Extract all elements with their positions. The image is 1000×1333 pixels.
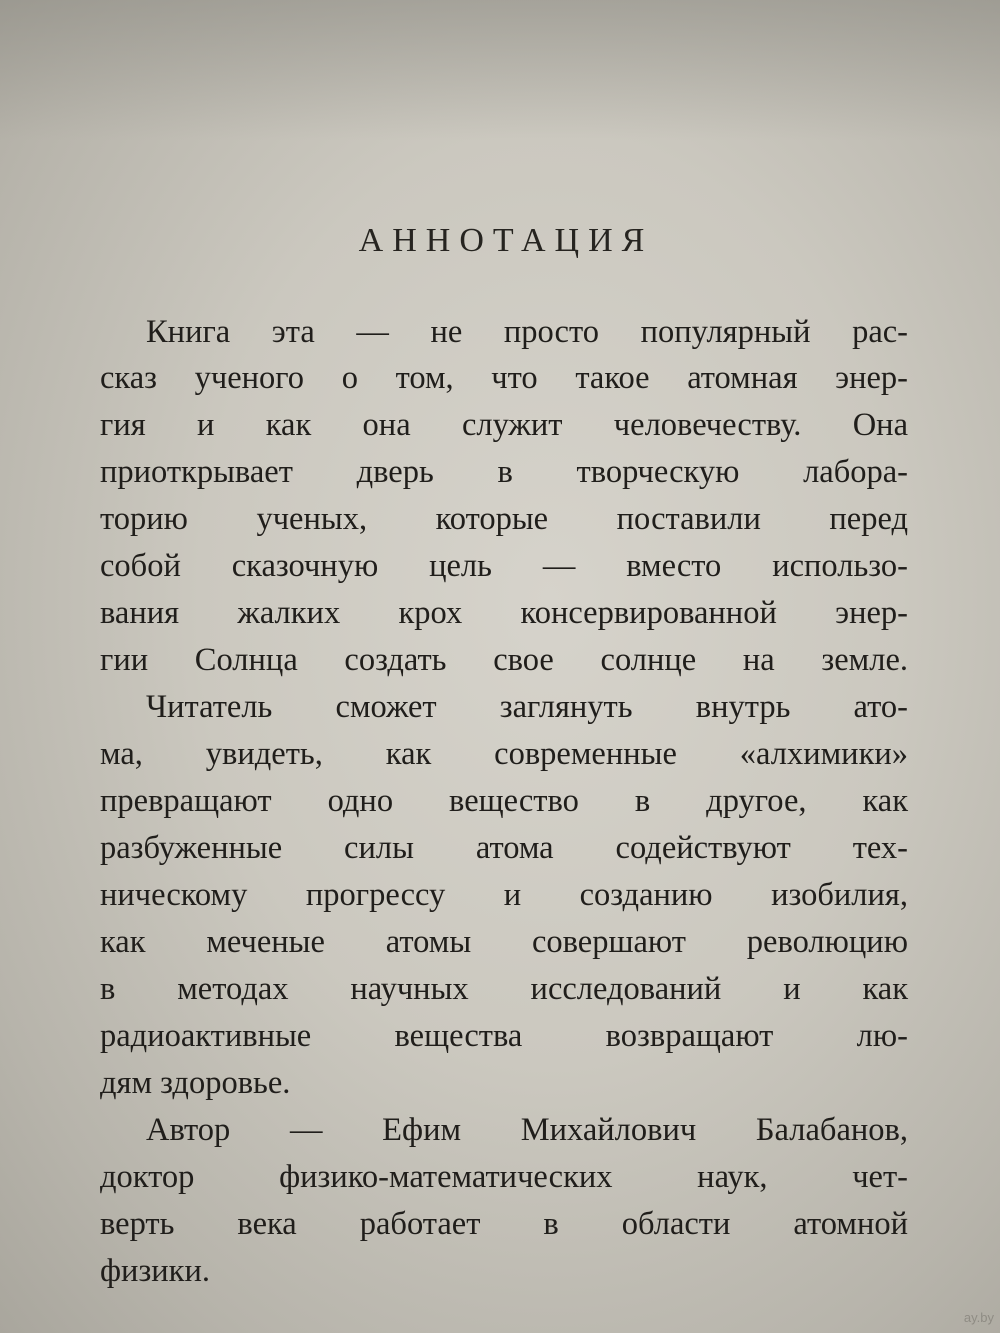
text-line: Читатель сможет заглянуть внутрь ато-: [146, 689, 908, 725]
text-line: физики.: [100, 1253, 210, 1289]
watermark: ay.by: [963, 1310, 994, 1325]
text-line: сказ ученого о том, что такое атомная энер-: [100, 360, 908, 396]
text-line: ническому прогрессу и созданию изобилия,: [100, 877, 908, 913]
text-line: дям здоровье.: [100, 1065, 291, 1101]
text-line: гии Солнца создать свое солнце на земле.: [100, 642, 908, 678]
text-line: приоткрывает дверь в творческую лабора-: [100, 454, 908, 490]
text-line: разбуженные силы атома содействуют тех-: [100, 830, 908, 866]
text-line: торию ученых, которые поставили перед: [100, 501, 908, 537]
text-line: ма, увидеть, как современные «алхимики»: [100, 736, 908, 772]
text-line: в методах научных исследований и как: [100, 971, 908, 1007]
text-line: Автор — Ефим Михайлович Балабанов,: [146, 1112, 908, 1148]
text-line: как меченые атомы совершают революцию: [100, 924, 908, 960]
text-line: превращают одно вещество в другое, как: [100, 783, 908, 819]
text-line: Книга эта — не просто популярный рас-: [146, 314, 908, 350]
text-line: верть века работает в области атомной: [100, 1206, 908, 1242]
text-line: радиоактивные вещества возвращают лю-: [100, 1018, 908, 1054]
text-line: вания жалких крох консервированной энер-: [100, 595, 908, 631]
text-line: собой сказочную цель — вместо использо-: [100, 548, 908, 584]
text-line: доктор физико-математических наук, чет-: [100, 1159, 908, 1195]
page-heading: АННОТАЦИЯ: [358, 222, 654, 259]
page-shadow: [0, 0, 1000, 140]
text-line: гия и как она служит человечеству. Она: [100, 407, 908, 443]
